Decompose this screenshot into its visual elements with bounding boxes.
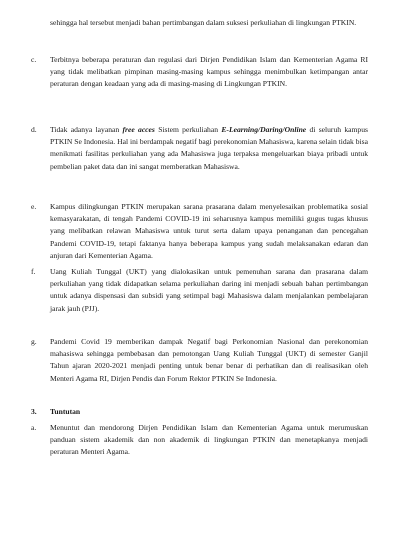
elearning-term: E-Learning/Daring/Online: [221, 125, 307, 134]
list-marker-c: c.: [31, 55, 37, 64]
list-item-e: [31, 201, 368, 262]
list-text-d-part1: Tidak adanya layanan: [50, 125, 123, 134]
list-text-e: Kampus dilingkungan PTKIN merupakan sarana prasarana dalam menyelesaikan problematika sosial kemasyarakatan, di tengah Pandemi COVID-19 ini seharusnya kampus memiliki gugus tugas khusus yang melibatkan relawan Mahasiswa untuk turut serta dalam upaya penanganan dan pencegahan Pandemi COVID-19, tetapi faktanya hanya beberapa kampus yang sudah melaksanakan edaran dan anjuran dari Kementerian Agama.: [50, 202, 368, 260]
demand-item-a: [31, 422, 368, 459]
list-text-c: Terbitnya beberapa peraturan dan regulasi dari Dirjen Pendidikan Islam dan Kementerian Agama RI yang tidak melibatkan pimpinan masing-masing kampus sehingga menimbulkan ketimpangan antar peraturan dengan keadaan yang ada di masing-masing di Lingkungan PTKIN.: [50, 55, 368, 89]
list-marker-d: d.: [31, 125, 37, 134]
list-item-c: [31, 54, 368, 91]
demand-marker-a: a.: [31, 423, 37, 432]
list-item-d: [31, 124, 368, 173]
item-b-continuation: sehingga hal tersebut menjadi bahan pertimbangan dalam suksesi perkuliahan di lingkungan PTKIN.: [50, 18, 357, 27]
section-heading-tuntutan: [31, 406, 80, 418]
list-text-d-part2: Sistem perkuliahan: [154, 125, 222, 134]
section-title: Tuntutan: [50, 407, 81, 416]
list-marker-g: g.: [31, 337, 37, 346]
list-text-d: [50, 124, 368, 173]
list-text-d-part3: di seluruh kampus PTKIN Se Indonesia. Hal ini berdampak negatif bagi perekonomian Mahasiswa, karena selain tidak bisa menikmati fasilitas perkuliahan yang ada Mahasiswa juga terpaksa mengeluarkan biaya pribadi untuk pembelian paket data dan ini sangat memberatkan Mahasiswa.: [50, 125, 368, 171]
section-number: 3.: [31, 407, 37, 416]
list-text-g: Pandemi Covid 19 memberikan dampak Negatif bagi Perkonomian Nasional dan perekonomian mahasiswa sehingga pembebasan dan pemotongan Uang Kuliah Tunggal (UKT) di semester Ganjil Tahun ajaran 2020-2021 menjadi penting untuk benar benar di perhatikan dan di realisasikan oleh Menteri Agama RI, Dirjen Pendis dan Forum Rektor PTKIN Se Indonesia.: [50, 337, 368, 383]
list-marker-e: e.: [31, 202, 37, 211]
list-item-g: [31, 336, 368, 385]
list-item-f: [31, 266, 368, 315]
free-access-term: free acces: [122, 125, 155, 134]
demand-text-a: Menuntut dan mendorong Dirjen Pendidikan Islam dan Kementerian Agama untuk merumuskan panduan sistem akademik dan non akademik di lingkungan PTKIN dan menetapkanya menjadi peraturan Menteri Agama.: [50, 423, 368, 457]
list-text-f: Uang Kuliah Tunggal (UKT) yang dialokasikan untuk pemenuhan sarana dan prasarana dalam perkuliahan yang tidak didapatkan selama perkuliahan daring ini menjadi sebuah bahan pertimbangan untuk adanya dispensasi dan subsidi yang setimpal bagi Mahasiswa dalam menjalankan pembelajaran jarak jauh (PJJ).: [50, 267, 368, 313]
list-marker-f: f.: [31, 267, 36, 276]
